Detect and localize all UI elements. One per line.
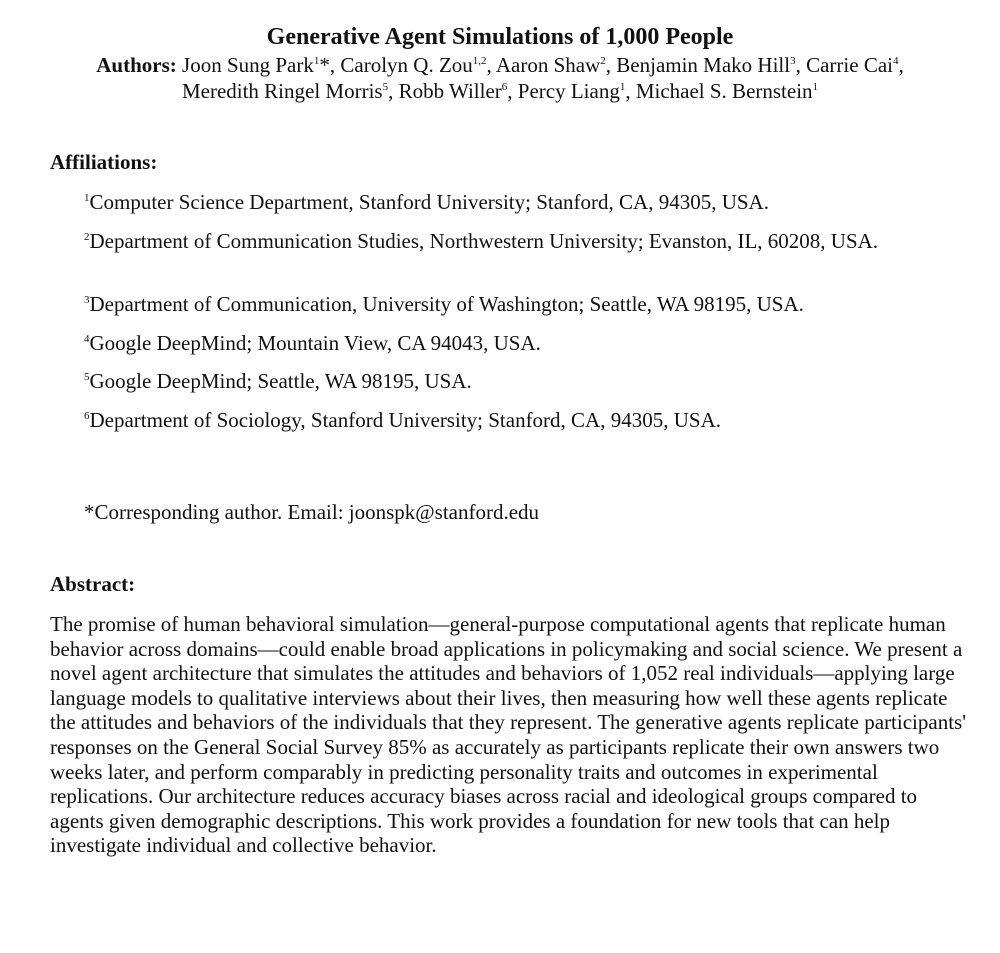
author <box>496 53 616 77</box>
author <box>182 79 399 103</box>
corresponding-author: *Corresponding author. Email: joonspk@stanford.edu <box>84 500 540 524</box>
author-name: Michael S. Bernstein <box>635 79 813 103</box>
author <box>806 53 904 77</box>
author <box>518 79 636 103</box>
author <box>616 53 806 77</box>
affiliation-superscript: 1,2 <box>472 55 487 67</box>
separator: , <box>605 53 617 77</box>
affiliation-number: 4 <box>84 333 90 345</box>
affiliation-superscript: 3 <box>790 55 796 67</box>
abstract-heading: Abstract: <box>50 572 136 596</box>
affiliation-item <box>84 292 934 316</box>
author-name: Meredith Ringel Morris <box>181 79 383 103</box>
author-name: Robb Willer <box>398 79 502 103</box>
affiliation-superscript: 5 <box>382 81 389 93</box>
affiliation-number: 5 <box>84 371 90 383</box>
affiliation-superscript: 1 <box>619 81 626 93</box>
author-name: Carrie Cai <box>806 53 893 77</box>
affiliation-number: 1 <box>84 192 90 204</box>
separator: , <box>898 53 904 77</box>
affiliation-item <box>84 229 934 253</box>
affiliation-item <box>84 331 934 355</box>
affiliation-text: Google DeepMind; Mountain View, CA 94043, USA. <box>89 331 541 355</box>
separator: *, <box>319 53 341 77</box>
author-name: Carolyn Q. Zou <box>340 53 473 77</box>
affiliation-text: Department of Communication, University of Washington; Seattle, WA 98195, USA. <box>89 292 804 316</box>
separator: , <box>486 53 496 77</box>
separator: , <box>795 53 807 77</box>
affiliation-superscript: 2 <box>600 55 606 67</box>
author-name: Aaron Shaw <box>495 53 601 77</box>
author <box>340 53 496 77</box>
author-name: Joon Sung Park <box>182 53 314 77</box>
affiliation-superscript: 1 <box>812 81 819 93</box>
separator: , <box>388 79 399 103</box>
affiliation-superscript: 1 <box>313 55 320 67</box>
affiliation-superscript: 6 <box>501 81 508 93</box>
affiliations-heading: Affiliations: <box>50 150 158 174</box>
affiliation-item <box>84 369 934 393</box>
affiliation-number: 6 <box>84 410 90 422</box>
affiliation-superscript: 4 <box>893 55 899 67</box>
authors-label: Authors: <box>96 53 177 77</box>
author <box>182 53 340 77</box>
affiliation-number: 3 <box>84 294 90 306</box>
paper-title: Generative Agent Simulations of 1,000 People <box>266 24 734 50</box>
author <box>399 79 518 103</box>
author <box>636 79 818 103</box>
author-name: Benjamin Mako Hill <box>616 53 791 77</box>
author-list <box>40 52 960 104</box>
affiliation-item <box>84 408 934 432</box>
separator: , <box>507 79 518 103</box>
author-name: Percy Liang <box>517 79 620 103</box>
affiliation-text: Department of Communication Studies, Northwestern University; Evanston, IL, 60208, USA. <box>89 229 879 253</box>
separator: , <box>625 79 636 103</box>
abstract-text: The promise of human behavioral simulation—general-purpose computational agents that replicate human behavior across domains—could enable broad applications in policymaking and social science. We present a novel agent architecture that simulates the attitudes and behaviors of 1,052 real individuals—applying large language models to qualitative interviews about their lives, then measuring how well these agents replicate the attitudes and behaviors of the individuals that they represent. The generative agents replicate participants' responses on the General Social Survey 85% as accurately as participants replicate their own answers two weeks later, and perform comparably in predicting personality traits and outcomes in experimental replications. Our architecture reduces accuracy biases across racial and ideological groups compared to agents given demographic descriptions. This work provides a foundation for new tools that can help investigate individual and collective behavior. <box>50 612 966 858</box>
affiliation-text: Computer Science Department, Stanford University; Stanford, CA, 94305, USA. <box>89 190 769 214</box>
affiliation-text: Google DeepMind; Seattle, WA 98195, USA. <box>89 369 472 393</box>
affiliation-item <box>84 190 934 214</box>
affiliation-number: 2 <box>84 231 90 243</box>
affiliation-text: Department of Sociology, Stanford University; Stanford, CA, 94305, USA. <box>89 408 721 432</box>
